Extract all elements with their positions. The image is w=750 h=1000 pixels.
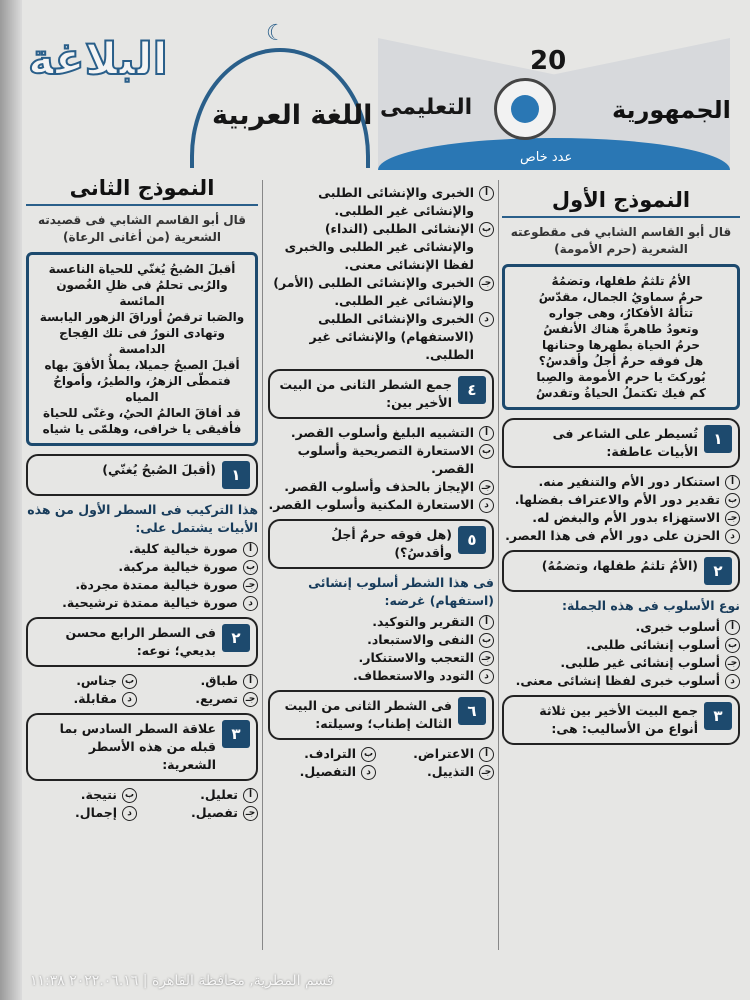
option-text: صورة خيالية ممتدة ترشيحية. xyxy=(62,595,238,610)
answer-option[interactable] xyxy=(268,424,494,442)
option-text: تعليل. xyxy=(200,787,238,802)
poem-line: الأمُ تلثمُ طفلها، وتضمُهُ xyxy=(551,274,691,288)
option-letter-circle: أ xyxy=(479,186,494,201)
option-letter-circle: د xyxy=(725,674,740,689)
option-letter-circle: أ xyxy=(479,747,494,762)
option-text: صورة خيالية كلية. xyxy=(128,541,238,556)
question-box xyxy=(502,695,740,745)
option-text: نتيجة. xyxy=(80,787,117,802)
option-text: طباق. xyxy=(200,673,238,688)
question-number-badge: ٣ xyxy=(704,702,732,730)
answer-option[interactable] xyxy=(147,804,258,822)
option-text: النفى والاستبعاد. xyxy=(367,632,474,647)
question-number-badge: ١ xyxy=(704,425,732,453)
question-box xyxy=(268,519,494,569)
poem-line: فتمطّى الزهرُ، والطيرُ، وأمواجُ المياه xyxy=(53,374,231,404)
question-box xyxy=(268,690,494,740)
option-letter-circle: د xyxy=(243,596,258,611)
question-stem: فى هذا الشطر أسلوب إنشائى (استفهام) غرضه: xyxy=(308,575,494,608)
column-divider xyxy=(498,180,499,950)
model-one-column xyxy=(502,186,740,750)
question-options xyxy=(268,184,494,364)
option-letter-circle: جـ xyxy=(243,692,258,707)
option-text: صورة خيالية مركبة. xyxy=(118,559,238,574)
options-list xyxy=(26,786,258,822)
question-text: علاقة السطر السادس بما قبله من هذه الأسطر الشعرية: xyxy=(59,721,216,772)
poem-box xyxy=(502,264,740,410)
option-text: التفصيل. xyxy=(299,764,356,779)
options-list xyxy=(502,473,740,545)
option-text: التقرير والتوكيد. xyxy=(372,614,474,629)
question-text: تُسيطر على الشاعر فى الأبيات عاطفة: xyxy=(552,426,698,459)
option-letter-circle: ب xyxy=(725,493,740,508)
question-number-badge: ١ xyxy=(222,461,250,489)
option-text: أسلوب خبرى لفظا إنشائى معنى. xyxy=(515,673,720,688)
option-letter-circle: ب xyxy=(479,222,494,237)
paper-name-logo: الجمهورية xyxy=(612,96,731,124)
answer-option[interactable] xyxy=(26,558,258,576)
option-letter-circle: د xyxy=(122,806,137,821)
question-text: جمع الشطر الثانى من البيت الأخير بين: xyxy=(279,377,452,410)
answer-option[interactable] xyxy=(147,690,258,708)
question-text: جمع البيت الأخير بين ثلاثة أنواع من الأساليب: هى: xyxy=(539,703,698,736)
photo-watermark: قسم المطرية, محافظة القاهرة | ٢٠٢٢.٠٦.١٦ ١١:٣٨ xyxy=(30,973,334,989)
option-text: الاستعارة التصريحية وأسلوب القصر. xyxy=(297,443,474,476)
answer-option[interactable] xyxy=(26,672,137,690)
subject-title: اللغة العربية xyxy=(212,100,373,131)
special-issue-label: عدد خاص xyxy=(520,150,573,165)
option-letter-circle: أ xyxy=(243,674,258,689)
watermark-datetime: ٢٠٢٢.٠٦.١٦ ١١:٣٨ xyxy=(30,973,139,989)
questions xyxy=(26,454,258,822)
answer-option[interactable] xyxy=(26,804,137,822)
option-letter-circle: جـ xyxy=(725,656,740,671)
answer-option[interactable] xyxy=(268,442,494,478)
option-letter-circle: ب xyxy=(479,444,494,459)
poem-line: وتهادى النورُ فى تلك الفِجاج الدامسة xyxy=(59,326,225,356)
watermark-location: قسم المطرية, محافظة القاهرة xyxy=(151,973,334,989)
poem-intro: قال أبو القاسم الشابي فى مقطوعته الشعرية (حرم الأمومة) xyxy=(510,225,732,256)
options-list xyxy=(268,184,494,364)
poem-line: بُوركتَ يا حرم الأمومة والصِبا xyxy=(536,370,706,384)
option-text: تقدير دور الأم والاعتراف بفضلها. xyxy=(514,492,720,507)
option-text: الترادف. xyxy=(304,746,356,761)
option-letter-circle: أ xyxy=(243,542,258,557)
poem-line: تتألهُ الأفكارُ، وهى جواره xyxy=(548,306,694,320)
edu-label: التعليمى xyxy=(380,95,473,120)
answer-option[interactable] xyxy=(502,618,740,636)
option-letter-circle: جـ xyxy=(479,480,494,495)
answer-option[interactable] xyxy=(26,576,258,594)
option-text: الاعتراض. xyxy=(413,746,474,761)
answer-option[interactable] xyxy=(502,654,740,672)
question-text: (الأمُ تلثمُ طفلها، وتضمُهُ) xyxy=(541,558,698,573)
answer-option[interactable] xyxy=(502,527,740,545)
question-box xyxy=(26,454,258,496)
answer-option[interactable] xyxy=(268,274,494,310)
answer-option[interactable] xyxy=(26,690,137,708)
option-text: أسلوب خبرى. xyxy=(635,619,720,634)
page-edge-shadow xyxy=(0,0,22,1000)
option-text: الاستعارة المكنية وأسلوب القصر. xyxy=(268,497,474,512)
section-title: البلاغة xyxy=(28,34,168,85)
option-text: تفصيل. xyxy=(190,805,238,820)
option-letter-circle: د xyxy=(479,312,494,327)
option-letter-circle: أ xyxy=(725,620,740,635)
answer-option[interactable] xyxy=(502,672,740,690)
option-letter-circle: ب xyxy=(361,747,376,762)
options-list xyxy=(502,618,740,690)
option-text: صورة خيالية ممتدة مجردة. xyxy=(75,577,238,592)
question-box xyxy=(26,617,258,667)
poem-line: قد أفاقَ العالمُ الحيُ، وغنّى للحياة xyxy=(43,406,241,420)
answer-option[interactable] xyxy=(268,745,376,763)
option-letter-circle: د xyxy=(122,692,137,707)
option-letter-circle: جـ xyxy=(479,765,494,780)
option-letter-circle: ب xyxy=(122,674,137,689)
question-number-badge: ٦ xyxy=(458,697,486,725)
options-list xyxy=(268,424,494,514)
poem-line: والصَبا ترقصُ أوراقَ الزهور اليابسة xyxy=(39,310,245,324)
questions xyxy=(502,418,740,745)
options-list xyxy=(26,672,258,708)
option-text: الخبرى والإنشائى الطلبى والإنشائى غير الطلبى. xyxy=(318,185,474,218)
question-text: (أقبلَ الصُبحُ يُغنّي) xyxy=(102,462,216,477)
question-number-badge: ٢ xyxy=(704,557,732,585)
poem-line: حرمُ الحياة بطهرها وحنانها xyxy=(541,338,701,352)
option-text: أسلوب إنشائى غير طلبى. xyxy=(560,655,720,670)
option-text: الحزن على دور الأم فى هذا العصر. xyxy=(505,528,720,543)
crescent-icon: ☾ xyxy=(266,21,286,46)
option-text: جناس. xyxy=(76,673,117,688)
option-letter-circle: جـ xyxy=(243,578,258,593)
option-letter-circle: ب xyxy=(122,788,137,803)
poem-intro: قال أبو القاسم الشابي فى قصيدته الشعرية (من أغانى الرعاة) xyxy=(37,213,247,244)
answer-option[interactable] xyxy=(26,786,137,804)
answer-option[interactable] xyxy=(268,631,494,649)
option-letter-circle: جـ xyxy=(479,651,494,666)
options-list xyxy=(26,540,258,612)
option-text: الخبرى والإنشائى الطلبى (الأمر) والإنشائى غير الطلبى. xyxy=(273,275,474,308)
poem-line: كم فيك تكتملُ الحياةُ وتقدسُ xyxy=(535,386,706,400)
option-letter-circle: أ xyxy=(243,788,258,803)
answer-option[interactable] xyxy=(147,672,258,690)
ministry-seal-icon xyxy=(494,78,556,140)
options-list xyxy=(268,613,494,685)
answer-option[interactable] xyxy=(147,786,258,804)
option-text: الإنشائى الطلبى (النداء) والإنشائى غير الطلبى والخبرى لفظا الإنشائى معنى. xyxy=(284,221,474,272)
column-divider xyxy=(262,180,263,950)
option-text: التعجب والاستنكار. xyxy=(358,650,474,665)
question-box xyxy=(502,418,740,468)
answer-option[interactable] xyxy=(502,636,740,654)
question-number-badge: ٤ xyxy=(458,376,486,404)
option-text: الاستهزاء بدور الأم والبغض له. xyxy=(532,510,720,525)
model-two-column xyxy=(26,174,258,822)
option-letter-circle: د xyxy=(725,529,740,544)
poem-line: أقبلَ الصُبحُ يُغنّي للحياة الناعسة xyxy=(48,262,236,276)
option-text: مقابلة. xyxy=(73,691,117,706)
questions xyxy=(268,369,494,781)
middle-column xyxy=(268,184,494,781)
option-text: التذييل. xyxy=(426,764,474,779)
poem-line: هل فوقه حرمٌ أجلُ وأقدسُ؟ xyxy=(538,354,704,368)
question-text: (هل فوقه حرمٌ أجلُ وأقدسُ؟) xyxy=(331,527,452,560)
answer-option[interactable] xyxy=(502,473,740,491)
option-letter-circle: أ xyxy=(725,475,740,490)
answer-option[interactable] xyxy=(502,509,740,527)
option-letter-circle: د xyxy=(361,765,376,780)
option-letter-circle: ب xyxy=(479,633,494,648)
poem-line: أقبلَ الصبحُ جميلا، يملأُ الأفقَ بهاه xyxy=(44,358,240,372)
question-text: فى السطر الرابع محسن بديعي؛ نوعه: xyxy=(65,625,216,658)
question-number-badge: ٣ xyxy=(222,720,250,748)
option-letter-circle: د xyxy=(479,669,494,684)
option-text: أسلوب إنشائى طلبى. xyxy=(586,637,720,652)
answer-option[interactable] xyxy=(268,496,494,514)
option-letter-circle: ب xyxy=(725,638,740,653)
question-stem: هذا التركيب فى السطر الأول من هذه الأبيات يشتمل على: xyxy=(27,502,258,535)
poem-line: والرُبى تحلمُ فى ظلِ الغُصون المائسة xyxy=(56,278,228,308)
question-box xyxy=(26,713,258,781)
answer-option[interactable] xyxy=(502,491,740,509)
option-letter-circle: ب xyxy=(243,560,258,575)
answer-option[interactable] xyxy=(268,667,494,685)
answer-option[interactable] xyxy=(26,540,258,558)
issue-number: 20 xyxy=(530,46,567,76)
options-list xyxy=(268,745,494,781)
option-letter-circle: جـ xyxy=(243,806,258,821)
option-text: الخبرى والإنشائى الطلبى (الاستفهام) والإنشائى غير الطلبى. xyxy=(309,311,474,362)
option-text: التشبيه البليغ وأسلوب القصر. xyxy=(290,425,474,440)
answer-option[interactable] xyxy=(268,478,494,496)
option-text: استنكار دور الأم والتنفير منه. xyxy=(538,474,720,489)
option-text: تصريع. xyxy=(195,691,238,706)
question-box xyxy=(502,550,740,592)
option-letter-circle: جـ xyxy=(479,276,494,291)
option-letter-circle: أ xyxy=(479,426,494,441)
answer-option[interactable] xyxy=(268,763,376,781)
poem-line: حرمٌ سماويُ الجمال، مقدّسُ xyxy=(538,290,704,304)
question-stem: نوع الأسلوب فى هذه الجملة: xyxy=(561,598,740,613)
poem-line: وتعودُ طاهرةً هناك الأنفسُ xyxy=(543,322,699,336)
option-text: الإيجاز بالحذف وأسلوب القصر. xyxy=(284,479,474,494)
question-box xyxy=(268,369,494,419)
option-letter-circle: جـ xyxy=(725,511,740,526)
answer-option[interactable] xyxy=(26,594,258,612)
answer-option[interactable] xyxy=(386,763,494,781)
question-text: فى الشطر الثانى من البيت الثالث إطناب؛ وسيلته: xyxy=(284,698,452,731)
model-title: النموذج الثانى xyxy=(26,174,258,206)
question-number-badge: ٥ xyxy=(458,526,486,554)
option-text: التودد والاستعطاف. xyxy=(352,668,474,683)
model-title: النموذج الأول xyxy=(502,186,740,218)
answer-option[interactable] xyxy=(268,184,494,220)
poem-box xyxy=(26,252,258,446)
answer-option[interactable] xyxy=(386,745,494,763)
answer-option[interactable] xyxy=(268,310,494,364)
question-number-badge: ٢ xyxy=(222,624,250,652)
answer-option[interactable] xyxy=(268,220,494,274)
option-letter-circle: د xyxy=(479,498,494,513)
poem-line: فأفيقى يا خرافى، وهلمّى يا شياه xyxy=(42,422,242,436)
option-text: إجمال. xyxy=(75,805,117,820)
answer-option[interactable] xyxy=(268,649,494,667)
option-letter-circle: أ xyxy=(479,615,494,630)
answer-option[interactable] xyxy=(268,613,494,631)
